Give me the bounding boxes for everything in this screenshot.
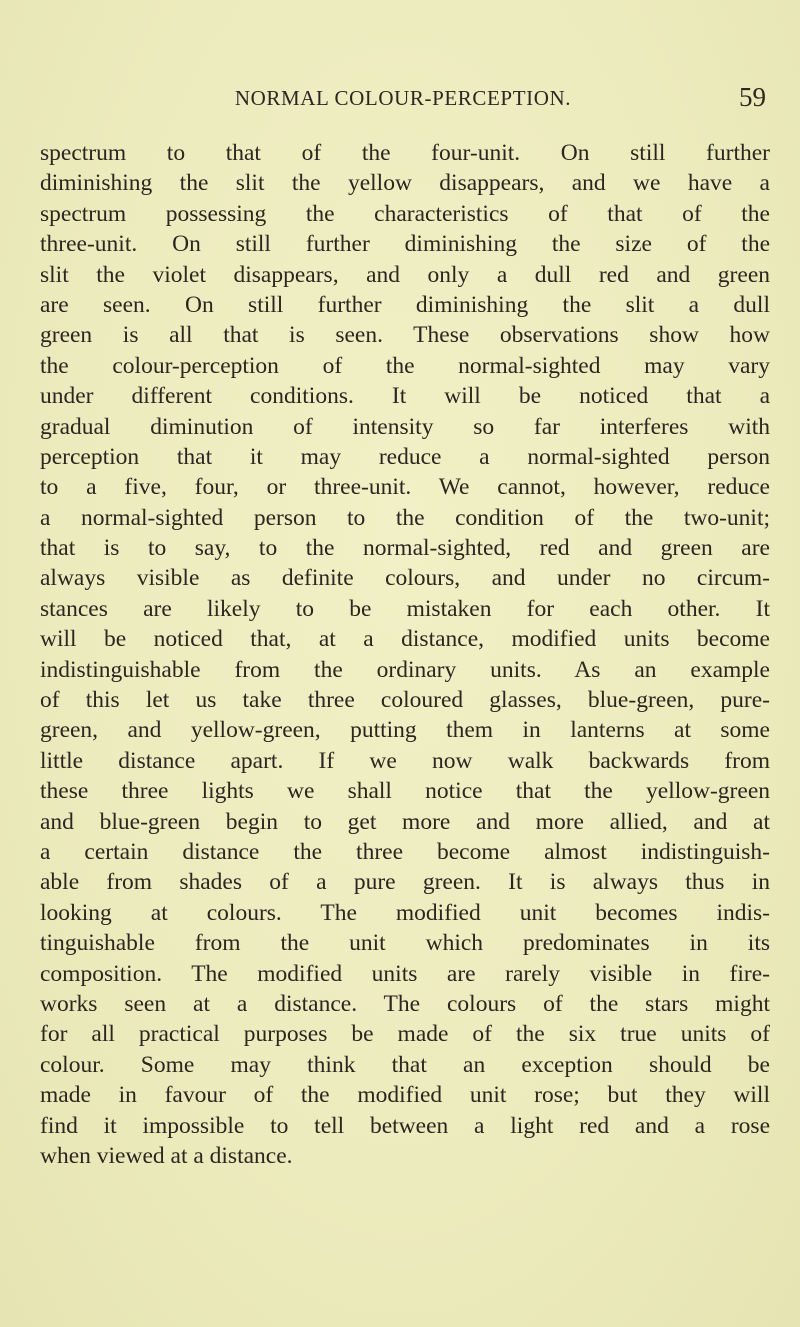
page-number: 59 <box>739 82 766 112</box>
text-line: that is to say, to the normal-sighted, red and green are <box>40 535 770 562</box>
text-line: perception that it may reduce a normal-sighted person <box>40 443 770 470</box>
text-line: tinguishable from the unit which predominates in its <box>40 930 770 957</box>
text-line: works seen at a distance. The colours of the stars might <box>40 990 770 1017</box>
running-head <box>38 82 768 114</box>
text-line: under different conditions. It will be noticed that a <box>40 383 770 410</box>
text-line: spectrum to that of the four-unit. On still further <box>40 140 770 166</box>
text-line: these three lights we shall notice that the yellow-green <box>40 778 770 805</box>
text-line: slit the violet disappears, and only a dull red and green <box>40 261 770 288</box>
text-line: will be noticed that, at a distance, modified units become <box>40 626 770 653</box>
text-line: diminishing the slit the yellow disappears, and we have a <box>40 170 770 197</box>
text-line: green is all that is seen. These observations show how <box>40 322 770 349</box>
text-line: and blue-green begin to get more and more allied, and at <box>40 808 770 835</box>
text-line: green, and yellow-green, putting them in lanterns at some <box>40 717 770 744</box>
text-line: to a five, four, or three-unit. We cannot, however, reduce <box>40 474 770 501</box>
text-line: made in favour of the modified unit rose; but they will <box>40 1082 770 1109</box>
running-title: NORMAL COLOUR-PERCEPTION. <box>234 86 572 110</box>
text-line: a normal-sighted person to the condition of the two-unit; <box>40 504 770 531</box>
text-line: of this let us take three coloured glasses, blue-green, pure- <box>40 687 770 714</box>
text-line: for all practical purposes be made of the six true units of <box>40 1021 770 1048</box>
text-line: stances are likely to be mistaken for each other. It <box>40 595 770 622</box>
text-line: composition. The modified units are rarely visible in fire- <box>40 960 770 987</box>
text-line: spectrum possessing the characteristics of that of the <box>40 200 770 227</box>
text-line: able from shades of a pure green. It is always thus in <box>40 869 770 896</box>
body-paragraph <box>40 138 770 1171</box>
text-line: a certain distance the three become almost indistinguish- <box>40 838 770 865</box>
text-line: colour. Some may think that an exception should be <box>40 1051 770 1078</box>
text-line: looking at colours. The modified unit becomes indis- <box>40 899 770 926</box>
text-line: gradual diminution of intensity so far interferes with <box>40 413 770 440</box>
text-line: the colour-perception of the normal-sighted may vary <box>40 352 770 379</box>
text-line: three-unit. On still further diminishing the size of the <box>40 231 770 258</box>
text-line: always visible as definite colours, and under no circum- <box>40 565 770 592</box>
text-line: find it impossible to tell between a light red and a rose <box>40 1112 770 1139</box>
text-line: indistinguishable from the ordinary units. As an example <box>40 656 770 683</box>
text-line: little distance apart. If we now walk backwards from <box>40 747 770 774</box>
text-line: when viewed at a distance. <box>40 1142 293 1169</box>
text-line: are seen. On still further diminishing the slit a dull <box>40 291 770 318</box>
